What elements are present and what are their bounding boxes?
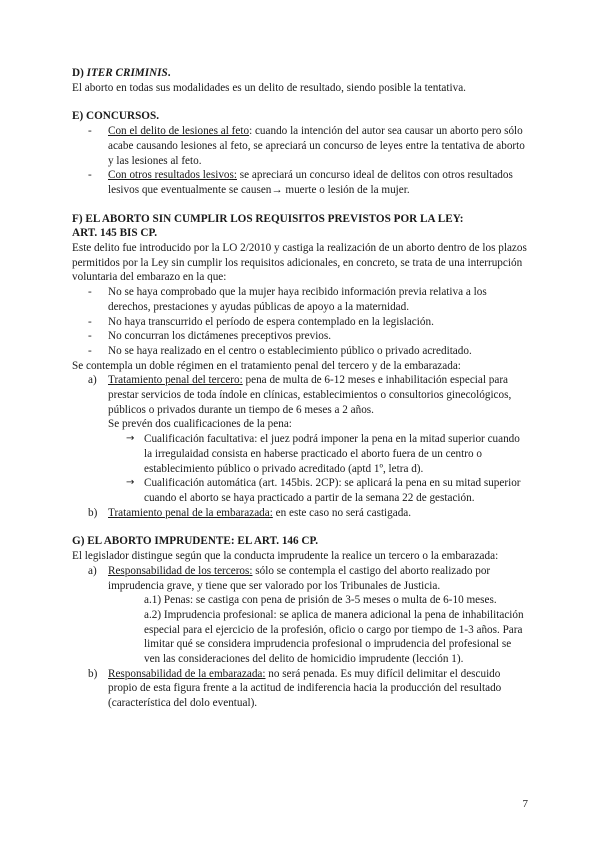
qualifications-intro: Se prevén dos cualificaciones de la pena: <box>108 418 292 431</box>
list-item: a) Tratamiento penal del tercero: pena de multa de 6-12 meses e inhabilitación especial para prestar servicios de toda índole en clínicas, establecimientos o consultorios ginecológicos, públicos o privados durante un tiempo de 6 meses a 2 años. Se prevén dos cualificaciones de la pena: → Cualificación facultativa: el juez podrá imponer la pena en la mitad superior cuando la irregulaidad consista en haberse practicado el aborto fuera de un centro o establecimiento público o privado acreditado (aptd 1º, letra d). → Cualificación automática (art. 145bis. 2CP): se aplicará la pena en su mitad superior cuando el aborto se haya practicado a partir de la semana 22 de gestación. <box>108 373 527 505</box>
qualifications-list <box>108 432 527 506</box>
list-item: - Con otros resultados lesivos: se apreciará un concurso ideal de delitos con otros resultados lesivos que eventualmente se causen→ muerte o lesión de la mujer. <box>108 168 527 197</box>
list-item: - No se haya realizado en el centro o establecimiento público o privado acreditado. <box>108 344 527 359</box>
list-item: - No concurran los dictámenes preceptivos previos. <box>108 329 527 344</box>
list-item: → Cualificación facultativa: el juez podrá imponer la pena en la mitad superior cuando la irregulaidad consista en haberse practicado el aborto fuera de un centro o establecimiento público o privado acreditado (aptd 1º, letra d). <box>144 432 527 476</box>
list-item: - No haya transcurrido el período de espera contemplado en la legislación. <box>108 315 527 330</box>
section-f-regime: Se contempla un doble régimen en el tratamiento penal del tercero y de la embarazada: <box>72 359 461 372</box>
section-e-heading: E) CONCURSOS. <box>72 110 160 123</box>
page-number: 7 <box>522 798 528 810</box>
section-d-heading: D) ITER CRIMINIS. <box>72 67 171 79</box>
section-g-alpha-list <box>72 564 527 711</box>
list-item: b) Tratamiento penal de la embarazada: en este caso no será castigada. <box>88 506 412 519</box>
list-item: b) Responsabilidad de la embarazada: no será penada. Es muy difícil delimitar el descuido propio de esta figura frente a la actitud de indiferencia hacia la producción del resultado (característica del dolo eventual). <box>88 667 502 710</box>
list-item: - No se haya comprobado que la mujer haya recibido información previa relativa a los derechos, prestaciones y ayudas públicas de apoyo a la maternidad. <box>108 285 527 314</box>
section-f-heading: F) EL ABORTO SIN CUMPLIR LOS REQUISITOS PREVISTOS POR LA LEY: ART. 145 BIS CP. <box>72 212 464 240</box>
section-f-list <box>72 285 527 359</box>
section-e-list <box>72 124 527 198</box>
penalties-block <box>108 593 527 667</box>
section-d-text: El aborto en todas sus modalidades es un delito de resultado, siendo posible la tentativa. <box>72 81 466 94</box>
section-g-intro: El legislador distingue según que la conducta imprudente la realice un tercero o la embarazada: <box>72 550 499 563</box>
list-item: - Con el delito de lesiones al feto: cuando la intención del autor sea causar un aborto pero sólo acabe causando lesiones al feto, se apreciará un concurso de leyes entre la tentativa de aborto y las lesiones al feto. <box>108 124 527 168</box>
list-item: a) Responsabilidad de los terceros: sólo se contempla el castigo del aborto realizado por imprudencia grave, y tiene que ser valorado por los Tribunales de Justicia. a.1) Penas: se castiga con pena de prisión de 3-5 meses o multa de 6-10 meses. a.2) Imprudencia profesional: se aplica de manera adicional la pena de inhabilitación especial para el ejercicio de la profesión, oficio o cargo por tiempo de 1-3 años. Para limitar qué se considera imprudencia profesional o imprudencia del profesional se ven las consideraciones del delito de homicidio imprudente (lección 1). <box>108 564 527 667</box>
penalty-a1: a.1) Penas: se castiga con pena de prisión de 3-5 meses o multa de 6-10 meses. <box>144 594 497 607</box>
section-g-heading: G) EL ABORTO IMPRUDENTE: EL ART. 146 CP. <box>72 535 319 548</box>
penalty-a2: a.2) Imprudencia profesional: se aplica de manera adicional la pena de inhabilitación especial para el ejercicio de la profesión, oficio o cargo por tiempo de 1-3 años. Para limitar qué se considera imprudencia profesional o imprudencia del profesional se ven las consideraciones del delito de homicidio imprudente (lección 1). <box>144 608 524 666</box>
section-f-alpha-list <box>72 373 527 520</box>
list-item: → Cualificación automática (art. 145bis. 2CP): se aplicará la pena en su mitad superior cuando el aborto se haya practicado a partir de la semana 22 de gestación. <box>144 476 527 505</box>
document-page <box>72 66 527 711</box>
section-f-intro: Este delito fue introducido por la LO 2/2010 y castiga la realización de un aborto dentro de los plazos permitidos por la Ley sin cumplir los requisitos adicionales, en concreto, se trata de una interrupción voluntaria del embarazo en la que: <box>72 242 527 284</box>
